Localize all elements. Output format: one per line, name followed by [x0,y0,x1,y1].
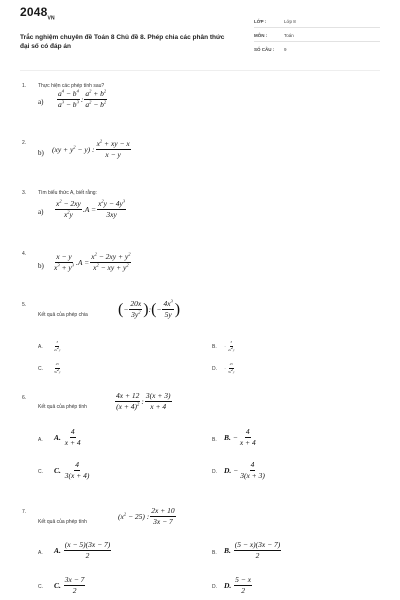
meta-divider [254,41,380,42]
meta-divider [254,27,380,28]
math-expression: ( − $\frac{20x}{3y^2}$ ) : ( − $\frac{4x^3}{5y}$ ) [118,298,181,319]
math-expression: $\frac{x - y}{x^3 + y^3}$ .A = $\frac{x^2 - 2xy + y^2}{x^2 - xy + y^2}$ [54,251,131,272]
option-d[interactable]: D. [212,469,217,475]
option-a[interactable]: A. [38,344,43,350]
option-d-value: − $\frac{25}{3x^2y}$ [224,362,235,374]
math-expression: $\frac{a^4 - b^4}{a^3 - b^3}$ : $\frac{a^2 + b^2}{a^2 - b^2}$ [58,88,107,109]
math-expression: $\frac{x^2 - 2xy}{x^2y}$ .A = $\frac{x^2y - 4y^3}{3xy}$ [56,198,126,219]
option-d-value: D. − $\frac{4}{3(x + 3)}$ [224,460,265,480]
option-d-value: D. $\frac{5 - x}{2}$ [224,575,252,595]
question-text: Thực hiện các phép tính sau? [38,83,105,89]
question-number: 6. [22,395,27,401]
meta-value-subject: Toán [284,33,294,38]
option-b-value: − $\frac{3}{2x^2y}$ [224,340,235,352]
question-number: 5. [22,302,27,308]
math-expression: $(xy + y^2 - y)$ : $\frac{x^2 + xy - x}{x - y}$ [52,138,130,159]
option-c-value: C. $\frac{3x - 7}{2}$ [54,575,85,595]
sub-item-label: b) [38,262,44,270]
question-number: 7. [22,509,27,515]
question-number: 2. [22,140,27,146]
meta-value-class: Lớp 8 [284,19,296,24]
sub-item-label: a) [38,98,44,106]
option-c[interactable]: C. [38,366,43,372]
math-expression: $\frac{4x + 12}{(x + 4)^2}$ : $\frac{3(x + 3)}{x + 4}$ [116,391,171,411]
question-text: Kết quả của phép tính [38,404,87,410]
option-b[interactable]: B. [212,550,217,556]
option-a-value: A. $\frac{(x - 5)(3x - 7)}{2}$ [54,540,111,560]
option-c-value: $\frac{25}{3x^2y}$ [54,362,61,374]
option-a[interactable]: A. [38,550,43,556]
question-text: Tìm biểu thức A, biết rằng: [38,190,97,196]
option-c[interactable]: C. [38,584,43,590]
sub-item-label: b) [38,149,44,157]
question-number: 1. [22,83,27,89]
question-text: Kết quả của phép chia [38,312,88,318]
meta-label-class: LỚP : [254,19,267,24]
option-b[interactable]: B. [212,437,217,443]
math-expression: $(x^2 - 25)$ : $\frac{2x + 10}{3x - 7}$ [118,506,175,526]
option-a-value: A. $\frac{4}{x + 4}$ [54,427,81,447]
meta-label-count: SỐ CÂU : [254,47,275,52]
brand-logo[interactable]: $2048_{VN}$ [20,5,55,22]
option-b-value: B. $\frac{(5 - x)(3x - 7)}{2}$ [224,540,281,560]
sub-item-label: a) [38,208,44,216]
question-number: 3. [22,190,27,196]
option-a-value: $\frac{3}{2x^2y}$ [54,340,61,352]
meta-value-count: 9 [284,47,287,52]
meta-label-subject: MÔN : [254,33,268,38]
option-c-value: C. $\frac{4}{3(x + 4)}$ [54,460,90,480]
option-a[interactable]: A. [38,437,43,443]
question-number: 4. [22,251,27,257]
option-d[interactable]: D. [212,584,217,590]
document-title: Trắc nghiệm chuyên đề Toán 8 Chủ đề 8. Phép chia các phân thức đại số có đáp án [20,34,225,50]
option-c[interactable]: C. [38,469,43,475]
option-d[interactable]: D. [212,366,217,372]
question-text: Kết quả của phép tính [38,519,87,525]
header-separator [20,70,380,71]
option-b[interactable]: B. [212,344,217,350]
option-b-value: B. − $\frac{4}{x + 4}$ [224,427,256,447]
